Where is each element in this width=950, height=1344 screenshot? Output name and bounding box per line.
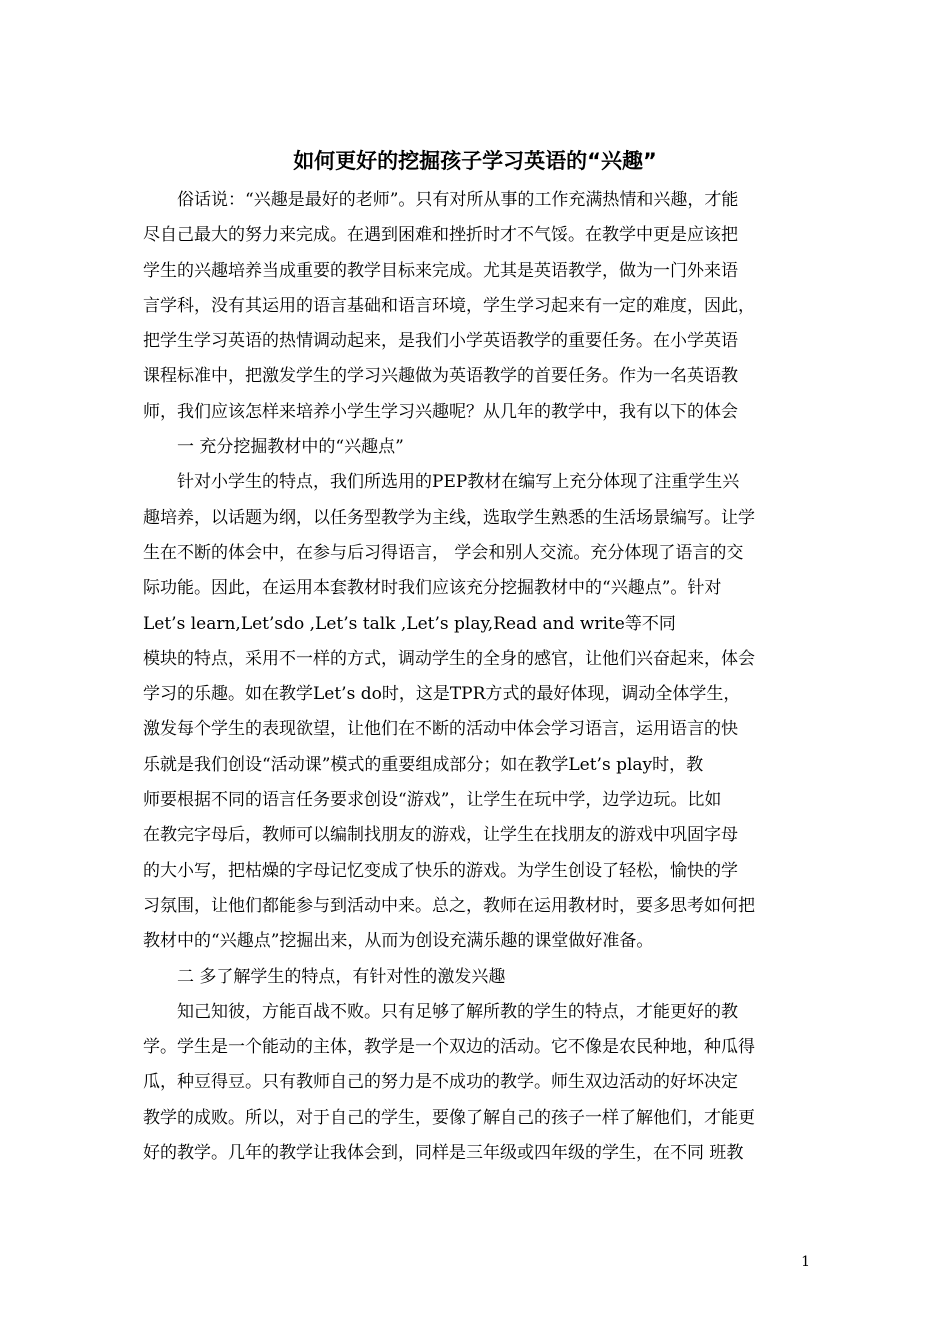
paragraph-line: 师要根据不同的语言任务要求创设“游戏”，让学生在玩中学，边学边玩。比如 [143,790,722,811]
paragraph-line: 知己知彼，方能百战不败。只有足够了解所教的学生的特点，才能更好的教 [177,1001,738,1022]
paragraph-line: 师，我们应该怎样来培养小学生学习兴趣呢？从几年的教学中，我有以下的体会 [143,401,738,422]
paragraph-line: 趣培养，以话题为纲，以任务型教学为主线，选取学生熟悉的生活场景编写。让学 [143,507,755,528]
paragraph-line: 课程标准中，把激发学生的学习兴趣做为英语教学的首要任务。作为一名英语教 [143,366,738,387]
paragraph-line: 针对小学生的特点，我们所选用的PEP教材在编写上充分体现了注重学生兴 [177,472,740,493]
paragraph-line: 生在不断的体会中，在参与后习得语言， 学会和别人交流。充分体现了语言的交 [143,542,744,563]
paragraph-line: 际功能。因此，在运用本套教材时我们应该充分挖掘教材中的“兴趣点”。针对 [143,578,722,599]
paragraph-line: 好的教学。几年的教学让我体会到，同样是三年级或四年级的学生，在不同 班教 [143,1143,744,1164]
paragraph-line: 在教完字母后，教师可以编制找朋友的游戏，让学生在找朋友的游戏中巩固字母 [143,825,738,846]
page-number: 1 [801,1254,810,1270]
section-heading: 一 充分挖掘教材中的“兴趣点” [177,437,404,458]
paragraph-line: 学习的乐趣。如在教学Let’s do时，这是TPR方式的最好体现，调动全体学生， [143,684,741,705]
paragraph-line: 学。学生是一个能动的主体，教学是一个双边的活动。它不像是农民种地，种瓜得 [143,1037,755,1058]
paragraph-line: 把学生学习英语的热情调动起来，是我们小学英语教学的重要任务。在小学英语 [143,331,738,352]
document-title: 如何更好的挖掘孩子学习英语的“兴趣” [293,149,657,173]
paragraph-line: 的大小写，把枯燥的字母记忆变成了快乐的游戏。为学生创设了轻松，愉快的学 [143,860,738,881]
paragraph-line: 俗话说：“兴趣是最好的老师”。只有对所从事的工作充满热情和兴趣，才能 [177,190,739,210]
paragraph-line: 模块的特点，采用不一样的方式，调动学生的全身的感官，让他们兴奋起来，体会 [143,648,755,669]
paragraph-line: 瓜，种豆得豆。只有教师自己的努力是不成功的教学。师生双边活动的好坏决定 [143,1072,738,1093]
paragraph-line: 激发每个学生的表现欲望，让他们在不断的活动中体会学习语言，运用语言的快 [143,719,738,740]
paragraph-line: 言学科，没有其运用的语言基础和语言环境，学生学习起来有一定的难度，因此， [143,295,755,316]
paragraph-line: 习氛围，让他们都能参与到活动中来。总之，教师在运用教材时，要多思考如何把 [143,895,755,916]
paragraph-line: 教材中的“兴趣点”挖掘出来，从而为创设充满乐趣的课堂做好准备。 [143,931,654,952]
section-heading: 二 多了解学生的特点，有针对性的激发兴趣 [177,966,506,987]
paragraph-line: 教学的成败。所以，对于自己的学生，要像了解自己的孩子一样了解他们，才能更 [143,1107,755,1128]
paragraph-line: Let’s learn,Let’sdo ,Let’s talk ,Let’s play,Read and write等不同 [143,613,676,634]
paragraph-line: 学生的兴趣培养当成重要的教学目标来完成。尤其是英语教学，做为一门外来语 [143,260,738,281]
document-body [143,183,809,1171]
paragraph-line: 尽自己最大的努力来完成。在遇到困难和挫折时才不气馁。在教学中更是应该把 [143,225,738,246]
paragraph-line: 乐就是我们创设“活动课”模式的重要组成部分；如在教学Let’s play时，教 [143,754,704,775]
